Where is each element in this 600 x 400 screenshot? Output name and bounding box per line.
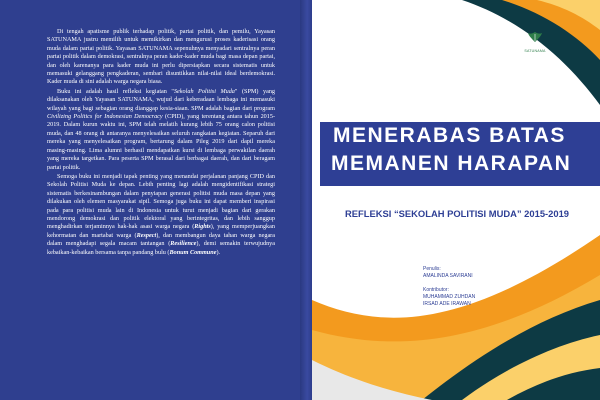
blurb-text-segment: " (SPM) yang dilaksanakan oleh Yayasan SATUNAMA, wujud dari keberadaan lembaga ini memasuki wilayah yang bagi sebagian orang dianggap kesia-siaan. SPM adalah bagian dari program (47, 87, 276, 112)
publisher-logo (518, 30, 552, 53)
blurb-text-segment: Resilience (170, 240, 197, 248)
credits (423, 266, 475, 308)
blurb-text-segment: Rights (194, 223, 211, 231)
blurb-paragraph (47, 28, 275, 87)
book-spine (300, 0, 312, 400)
author-label: Penulis: (423, 266, 441, 272)
contributor-1: MUHAMMAD ZUHDAN (423, 294, 476, 300)
blurb-text-segment: ), demi semakin terwujudnya kebaikan-kebaikan bersama tanpa pandang bulu ( (47, 240, 275, 256)
cover-swoosh-art (312, 0, 600, 400)
blurb-text-segment: Bonum Commune (169, 248, 217, 256)
book-subtitle: REFLEKSI “SEKOLAH POLITISI MUDA” 2015-2019 (345, 208, 570, 219)
blurb-text-segment: Semoga buku ini menjadi tapak penting yang menandai perjalanan panjang CPID dan Sekolah Politisi Muda ke depan. Lebih penting lagi adalah mengidentifikasi strategi sistematis berkesinambungan dalam penyiapan generasi politisi muda masa depan yang dilakukan oleh elemen masyarakat sipil. Semoga juga buku ini dapat memberi inspirasi pada para politisi muda lain di Indonesia untuk turut menjadi bagian dari gerakan mendorong demokrasi dan politik elektoral yang berintegritas, dan lebih sanggup menghadirkan terjaminnya hak-hak asasi warga negara ( (47, 172, 275, 231)
blurb-paragraph (47, 88, 275, 172)
blurb-text-segment: ), yang memperjuangkan kehormatan dan martabat warga ( (47, 223, 275, 239)
book-title-line-2: MEMANEN HARAPAN (331, 152, 572, 175)
blurb-text-segment: Buku ini adalah hasil refleksi kegiatan " (57, 87, 174, 95)
front-cover (312, 0, 600, 400)
blurb-text-segment: Sekolah Politisi Muda (173, 87, 235, 95)
blurb-text-segment: ), dan membangun daya tahan warga negara dalam menghadapi segala macam tantangan ( (47, 231, 275, 248)
back-cover-blurb (47, 28, 275, 257)
blurb-text-segment: (CPID), yang terentang antara tahun 2015-2019. Dalam kurun waktu ini, SPM telah melatih kurang lebih 75 orang calon politisi muda, dan 48 orang di antaranya menyelesaikan seluruh rangkaian kegiatan. Separuh dari mereka yang menyelesaikan program, bertarung dalam Pileg 2019 dari dapil mereka masing-masing. Lima alumni berhasil mendapatkan kursi di lembaga perwakilan daerah yang mereka targetkan. Para peserta SPM berasal dari berbagai daerah, dan dari beragam partai politik. (47, 113, 276, 171)
blurb-text-segment: Civilizing Politics for Indonesian Democracy (47, 113, 163, 121)
leaf-icon (527, 31, 543, 43)
logo-text: SATUNAMA (524, 49, 546, 53)
contributor-label: Kontributor: (423, 287, 449, 293)
book-title-line-1: MENERABAS BATAS (333, 124, 566, 147)
blurb-paragraph (47, 173, 275, 257)
blurb-text-segment: Respect (136, 231, 157, 239)
blurb-text-segment: ). (216, 248, 221, 256)
contributor-2: IRSAD ADE IRAWAN (423, 301, 471, 307)
author-name: AMALINDA SAVIRANI (423, 273, 473, 279)
blurb-text-segment: Di tengah apatisme publik terhadap politik, partai politik, dan pemilu, Yayasan SATUNAMA justru memilih untuk memikirkan dan mengurusi proses kaderisasi orang muda dalam partai politik. Yayasan SATUNAMA sepenuhnya menyadari sentralnya peran partai politik dalam demokrasi, sentralnya peran kader-kader muda bagi masa depan partai, dan oleh karenanya para kader muda ini perlu dipersiapkan secara sistematis untuk memasuki gelanggang pengkaderan, sembari disuntikkan nilai-nilai ideal berdemokrasi. Kader muda di sini adalah warga negara biasa. (47, 28, 275, 86)
